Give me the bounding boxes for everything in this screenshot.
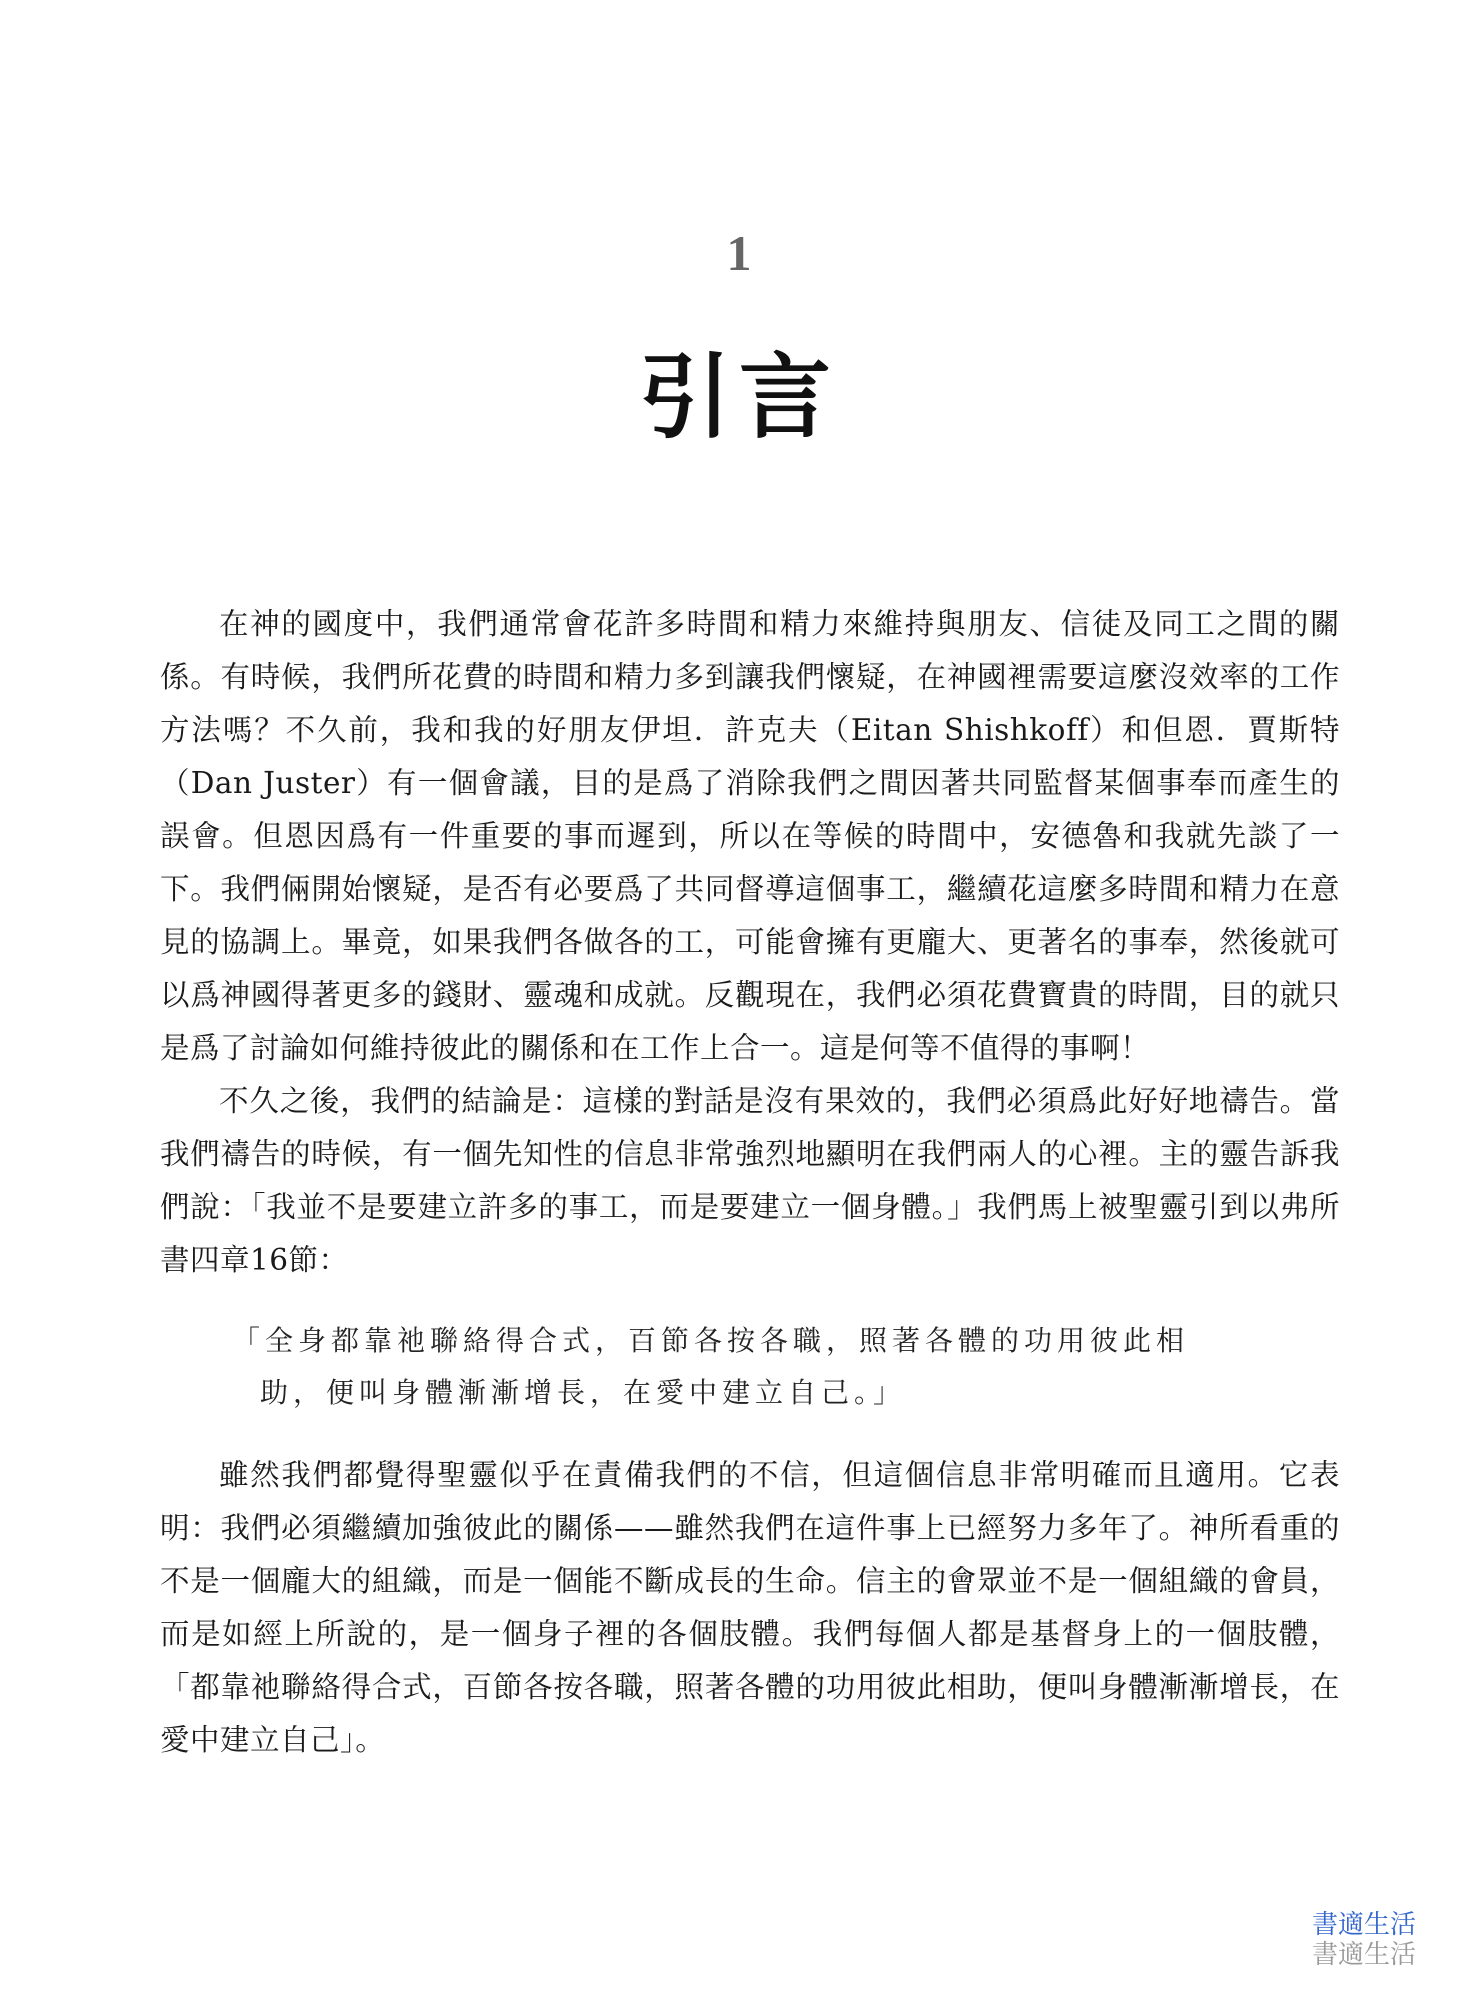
watermark-line-2: 書適生活 [1311,1940,1416,1970]
paragraph-1: 在神的國度中，我們通常會花許多時間和精力來維持與朋友、信徒及同工之間的關係。有時候，我們所花費的時間和精力多到讓我們懷疑，在神國裡需要這麼沒效率的工作方法嗎？不久前，我和我的好朋友伊坦．許克夫（Eitan Shishkoff）和但恩．賈斯特（Dan Juster）有一個會議，目的是爲了消除我們之間因著共同監督某個事奉而產生的誤會。但恩因爲有一件重要的事而遲到，所以在等候的時間中，安德魯和我就先談了一下。我們倆開始懷疑，是否有必要爲了共同督導這個事工，繼續花這麼多時間和精力在意見的協調上。畢竟，如果我們各做各的工，可能會擁有更龐大、更著名的事奉，然後就可以爲神國得著更多的錢財、靈魂和成就。反觀現在，我們必須花費寶貴的時間，目的就只是爲了討論如何維持彼此的關係和在工作上合一。這是何等不值得的事啊！ [160,607,1340,1065]
chapter-title: 引言 [638,344,839,451]
scripture-quote [160,1315,1340,1419]
chapter-number: 1 [726,225,752,281]
publisher-watermark [1312,1910,1416,1970]
body-text [160,598,1340,1767]
quote-line-1: 「全身都靠祂聯絡得合式，百節各按各職，照著各體的功用彼此相 [232,1324,1190,1357]
paragraph-2: 不久之後，我們的結論是：這樣的對話是沒有果效的，我們必須爲此好好地禱告。當我們禱告的時候，有一個先知性的信息非常強烈地顯明在我們兩人的心裡。主的靈告訴我們說：「我並不是要建立許多的事工，而是要建立一個身體。」我們馬上被聖靈引到以弗所書四章16節： [160,1084,1340,1277]
paragraph-3: 雖然我們都覺得聖靈似乎在責備我們的不信，但這個信息非常明確而且適用。它表明：我們必須繼續加強彼此的關係——雖然我們在這件事上已經努力多年了。神所看重的不是一個龐大的組織，而是一個能不斷成長的生命。信主的會眾並不是一個組織的會員，而是如經上所說的，是一個身子裡的各個肢體。我們每個人都是基督身上的一個肢體，「都靠祂聯絡得合式，百節各按各職，照著各體的功用彼此相助，便叫身體漸漸增長，在愛中建立自己」。 [160,1458,1340,1757]
quote-line-2: 助，便叫身體漸漸增長，在愛中建立自己。」 [260,1376,907,1409]
watermark-line-1: 書適生活 [1311,1910,1416,1940]
